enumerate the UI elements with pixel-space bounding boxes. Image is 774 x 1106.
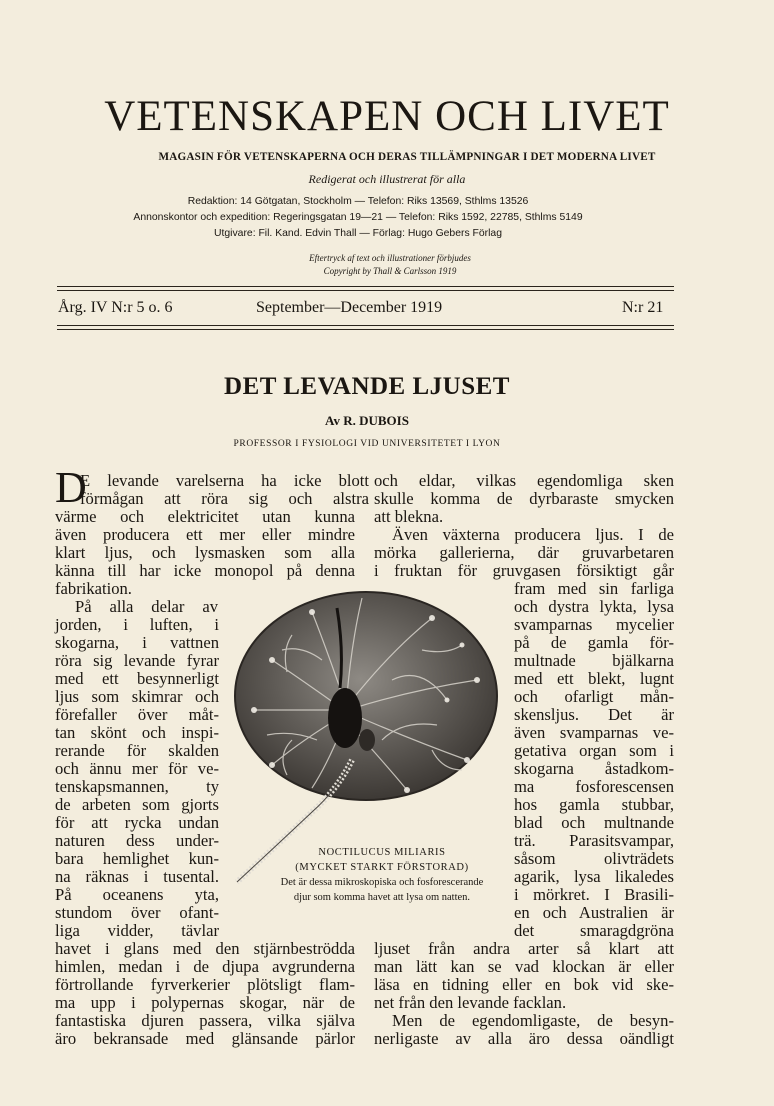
masthead-title: VETENSKAPEN OCH LIVET: [104, 93, 670, 140]
text-line: för att rycka undan: [55, 813, 219, 832]
article-affiliation: PROFESSOR I FYSIOLOGI VID UNIVERSITETET I LYON: [233, 439, 501, 449]
editor-line: Redigerat och illustrerat för alla: [308, 172, 466, 186]
caption-magnification: (MYCKET STARKT FÖRSTORAD): [295, 862, 469, 873]
text-line: även svamparnas ve-: [514, 723, 674, 742]
text-line: fantastiska djuren passera, vilka själva: [55, 1011, 355, 1030]
text-line: stundom över ofant-: [55, 903, 219, 922]
text-line: och ännu mer för ve-: [55, 759, 219, 778]
text-line: med ett blekt, lugnt: [514, 669, 674, 688]
divider: [57, 329, 674, 330]
text-line: de arbeten som gjorts: [55, 795, 219, 814]
text-line: på de gamla för-: [514, 633, 674, 652]
text-line: naturen dess under-: [55, 831, 219, 850]
text-line: agarik, lysa likaledes: [514, 867, 674, 886]
text-line: och eldar, vilkas egendomliga sken: [374, 471, 674, 490]
figure-caption: [272, 845, 492, 905]
reprint-notice: Eftertryck af text och illustrationer förbjudes: [309, 253, 471, 263]
text-line: blad och multnande: [514, 813, 674, 832]
divider: [57, 325, 674, 326]
text-line: bara hemlighet kun-: [55, 849, 219, 868]
text-line: fabrikation.: [55, 579, 132, 598]
article-byline: Av R. DUBOIS: [325, 413, 409, 428]
divider: [57, 290, 674, 291]
text-line: skulle komma de dyrbaraste smycken: [374, 489, 674, 508]
issue-period: September—December 1919: [256, 299, 443, 316]
issue-number: N:r 21: [622, 299, 664, 316]
text-line: himlen, medan i de djupa avgrunderna: [55, 957, 355, 976]
text-line: även producera ett mer eller mindre: [55, 525, 355, 544]
text-line: tan skönt och inspi-: [55, 723, 219, 742]
text-line: multnade bjälkarna: [514, 651, 674, 670]
contact-line: Redaktion: 14 Götgatan, Stockholm — Telefon: Riks 13569, Sthlms 13526: [187, 196, 529, 207]
drop-cap: D: [55, 463, 87, 512]
text-line: svamparnas mycelier: [514, 615, 674, 634]
text-line: E levande varelserna ha icke blott: [80, 471, 369, 490]
article-title: DET LEVANDE LJUSET: [224, 373, 510, 400]
text-line: värme och elektricitet utan kunna: [55, 507, 355, 526]
issue-volume: Årg. IV N:r 5 o. 6: [58, 299, 173, 316]
text-line: en och Australien är: [514, 903, 674, 922]
text-line: skogarna, i vattnen: [55, 633, 219, 652]
caption-species: NOCTILUCUS MILIARIS: [318, 847, 446, 858]
text-line: ma upp i polypernas skogar, när de: [55, 993, 355, 1012]
text-line: röra sig levande fyrar: [55, 651, 219, 670]
text-line: hos gamla stubbar,: [514, 795, 674, 814]
copyright-notice: Copyright by Thall & Carlsson 1919: [323, 266, 457, 276]
text-line: skensljus. Det är: [514, 705, 674, 724]
text-line: förmågan att röra sig och alstra: [80, 489, 369, 508]
text-line: jorden, i luften, i: [55, 615, 219, 634]
text-line: rerande för skalden: [55, 741, 219, 760]
text-line: mörka gallerierna, där gruvarbetaren: [374, 543, 674, 562]
contact-line: Utgivare: Fil. Kand. Edvin Thall — Förlag: Hugo Gebers Förlag: [214, 228, 502, 239]
text-line: man lätt kan se vad klockan är eller: [374, 957, 674, 976]
text-line: ljus som skimrar och: [55, 687, 219, 706]
text-line: liga vidder, tävlar: [55, 921, 219, 940]
text-line: Men de egendomligaste, de besyn-: [392, 1011, 674, 1030]
text-line: På alla delar av: [75, 597, 218, 616]
text-line: na räknas i tusental.: [55, 867, 219, 886]
text-line: i fruktan för gruvgasen försiktigt går: [374, 561, 674, 580]
text-line: läsa en tidning eller en bok vid ske-: [374, 975, 674, 994]
text-line: förefaller över måt-: [55, 705, 219, 724]
text-line: såsom olivträdets: [514, 849, 674, 868]
text-line: och dystra lykta, lysa: [514, 597, 674, 616]
text-line: ma fosforescensen: [514, 777, 674, 796]
text-line: fram med sin farliga: [514, 579, 674, 598]
text-line: På oceanens yta,: [55, 885, 219, 904]
text-line: Även växterna producera ljus. I de: [392, 525, 674, 544]
text-line: getativa organ som i: [514, 741, 674, 760]
text-line: äro bekransade med glänsande pärlor: [55, 1029, 355, 1048]
divider: [57, 286, 674, 287]
text-line: ljuset från andra arter så klart att: [374, 939, 674, 958]
text-line: förtrollande fyrverkerier plötsligt flam-: [55, 975, 355, 994]
text-line: och ofarligt mån-: [514, 687, 674, 706]
text-line: känna till har icke monopol på denna: [55, 561, 355, 580]
text-line: att blekna.: [374, 507, 444, 526]
text-line: skogarna åstadkom-: [514, 759, 674, 778]
contact-line: Annonskontor och expedition: Regeringsgatan 19—21 — Telefon: Riks 1592, 22785, Sthlms 5149: [133, 212, 583, 223]
text-line: med ett besynnerligt: [55, 669, 219, 688]
text-line: klart ljus, och lysmasken som alla: [55, 543, 355, 562]
text-line: i mörkret. I Brasili-: [514, 885, 674, 904]
text-line: det smaragdgröna: [514, 921, 674, 940]
text-line: net från den levande facklan.: [374, 993, 567, 1012]
caption-text: Det är dessa mikroskopiska och fosforescerande djur som komma havet att lysa om natten.: [280, 877, 484, 903]
masthead-subtitle: MAGASIN FÖR VETENSKAPERNA OCH DERAS TILLÄMPNINGAR I DET MODERNA LIVET: [158, 151, 656, 163]
text-line: tenskapsmannen, ty: [55, 777, 219, 796]
text-line: trä. Parasitsvampar,: [514, 831, 674, 850]
text-line: havet i glans med den stjärnbeströdda: [55, 939, 355, 958]
text-line: nerligaste av alla äro dessa oändligt: [374, 1029, 674, 1048]
